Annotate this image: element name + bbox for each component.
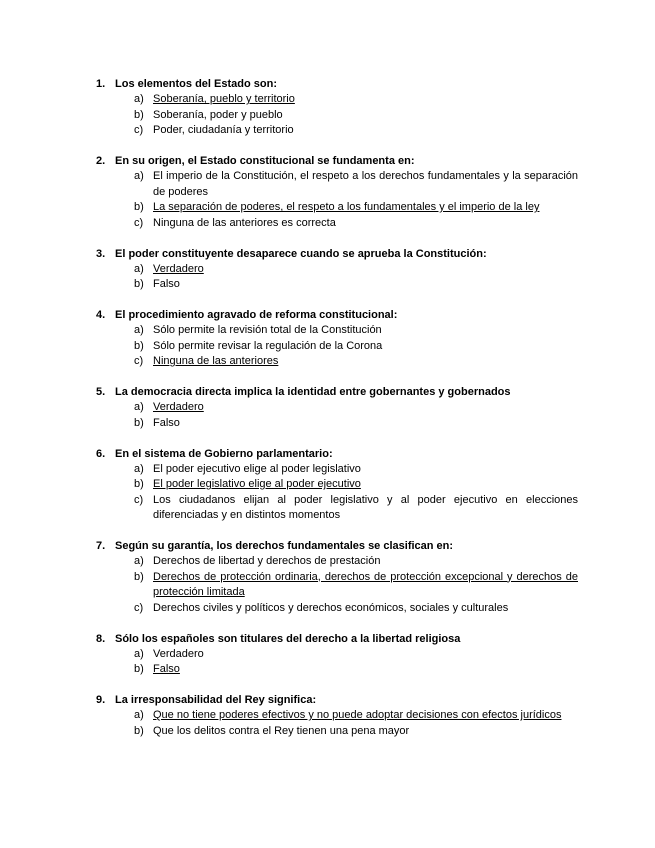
- question-number: 8.: [96, 632, 106, 645]
- question-text: En su origen, el Estado constitucional se fundamenta en:: [115, 155, 415, 167]
- question-1: [96, 76, 578, 139]
- answer-option: [134, 462, 578, 478]
- question-number: 1.: [96, 78, 106, 90]
- answer-option: [134, 216, 578, 232]
- answer-option: [134, 554, 578, 570]
- answer-option: [134, 724, 578, 740]
- option-letter: b): [134, 416, 144, 429]
- option-letter: b): [134, 278, 144, 290]
- option-text: Falso: [153, 278, 180, 290]
- option-text: Ninguna de las anteriores: [153, 355, 279, 367]
- answer-option: [134, 354, 578, 370]
- option-text: Verdadero: [153, 401, 204, 413]
- option-letter: b): [134, 570, 144, 583]
- option-letter: c): [134, 355, 144, 367]
- answer-option: [134, 92, 578, 108]
- option-text: Sólo permite revisar la regulación de la Corona: [153, 339, 383, 352]
- option-text: Que no tiene poderes efectivos y no puede adoptar decisiones con efectos jurídicos: [153, 709, 562, 721]
- option-letter: a): [134, 170, 144, 182]
- option-letter: c): [134, 124, 144, 136]
- option-letter: a): [134, 93, 144, 105]
- option-letter: a): [134, 262, 144, 275]
- answer-option: [134, 708, 578, 724]
- option-letter: b): [134, 663, 144, 675]
- question-number: 4.: [96, 309, 106, 321]
- question-7: [96, 538, 578, 616]
- question-number: 6.: [96, 447, 106, 460]
- question-number: 9.: [96, 694, 106, 706]
- option-letter: b): [134, 201, 144, 213]
- option-letter: c): [134, 493, 144, 506]
- question-text: El procedimiento agravado de reforma constitucional:: [115, 309, 398, 321]
- answer-option: [134, 662, 578, 678]
- option-text: Sólo permite la revisión total de la Constitución: [153, 324, 382, 336]
- answer-option: [134, 570, 578, 601]
- question-5: [96, 384, 578, 431]
- question-text: Sólo los españoles son titulares del derecho a la libertad religiosa: [115, 632, 461, 645]
- question-number: 2.: [96, 155, 106, 167]
- answer-option: [134, 493, 578, 524]
- option-text: Falso: [153, 416, 180, 429]
- answer-option: [134, 123, 578, 139]
- option-text: Derechos civiles y políticos y derechos económicos, sociales y culturales: [153, 601, 509, 614]
- question-2: [96, 153, 578, 231]
- option-text: Soberanía, poder y pueblo: [153, 108, 283, 121]
- option-letter: b): [134, 478, 144, 490]
- answer-option: [134, 400, 578, 416]
- question-number: 3.: [96, 247, 106, 260]
- question-text: El poder constituyente desaparece cuando se aprueba la Constitución:: [115, 247, 487, 260]
- option-text: La separación de poderes, el respeto a los fundamentales y el imperio de la ley: [153, 201, 540, 213]
- question-6: [96, 446, 578, 524]
- question-number: 7.: [96, 540, 106, 552]
- option-text: Poder, ciudadanía y territorio: [153, 124, 294, 136]
- option-text: El poder legislativo elige al poder ejecutivo: [153, 478, 361, 490]
- question-text: Según su garantía, los derechos fundamentales se clasifican en:: [115, 540, 454, 552]
- question-9: [96, 692, 578, 739]
- quiz-document: [96, 76, 578, 754]
- option-letter: a): [134, 709, 144, 721]
- option-text: Falso: [153, 663, 180, 675]
- question-3: [96, 246, 578, 293]
- option-text: El imperio de la Constitución, el respeto a los derechos fundamentales y la separación de poderes: [153, 170, 578, 198]
- answer-option: [134, 647, 578, 663]
- answer-option: [134, 601, 578, 617]
- answer-option: [134, 339, 578, 355]
- answer-option: [134, 277, 578, 293]
- option-letter: b): [134, 108, 144, 121]
- option-text: Verdadero: [153, 647, 204, 660]
- option-letter: b): [134, 339, 144, 352]
- question-number: 5.: [96, 386, 106, 398]
- question-text: En el sistema de Gobierno parlamentario:: [115, 447, 333, 460]
- question-text: La democracia directa implica la identidad entre gobernantes y gobernados: [115, 386, 511, 398]
- option-letter: b): [134, 724, 144, 737]
- option-letter: a): [134, 324, 144, 336]
- option-letter: a): [134, 647, 144, 660]
- answer-option: [134, 169, 578, 200]
- answer-option: [134, 477, 578, 493]
- option-text: Ninguna de las anteriores es correcta: [153, 216, 336, 229]
- option-text: Soberanía, pueblo y territorio: [153, 93, 295, 105]
- answer-option: [134, 323, 578, 339]
- option-text: Derechos de protección ordinaria, derechos de protección excepcional y derechos de protección limitada: [153, 570, 578, 598]
- question-text: Los elementos del Estado son:: [115, 78, 277, 90]
- option-text: Derechos de libertad y derechos de prestación: [153, 555, 381, 567]
- answer-option: [134, 416, 578, 432]
- answer-option: [134, 262, 578, 278]
- answer-option: [134, 200, 578, 216]
- question-4: [96, 307, 578, 370]
- option-text: Los ciudadanos elijan al poder legislativo y al poder ejecutivo en elecciones diferenciadas y en distintos momentos: [153, 493, 578, 521]
- option-letter: a): [134, 555, 144, 567]
- option-text: Que los delitos contra el Rey tienen una pena mayor: [153, 724, 410, 737]
- option-text: Verdadero: [153, 262, 204, 275]
- question-8: [96, 631, 578, 678]
- question-text: La irresponsabilidad del Rey significa:: [115, 694, 317, 706]
- option-letter: a): [134, 462, 144, 475]
- option-letter: c): [134, 601, 144, 614]
- option-letter: c): [134, 216, 144, 229]
- option-text: El poder ejecutivo elige al poder legislativo: [153, 462, 361, 475]
- option-letter: a): [134, 401, 144, 413]
- answer-option: [134, 108, 578, 124]
